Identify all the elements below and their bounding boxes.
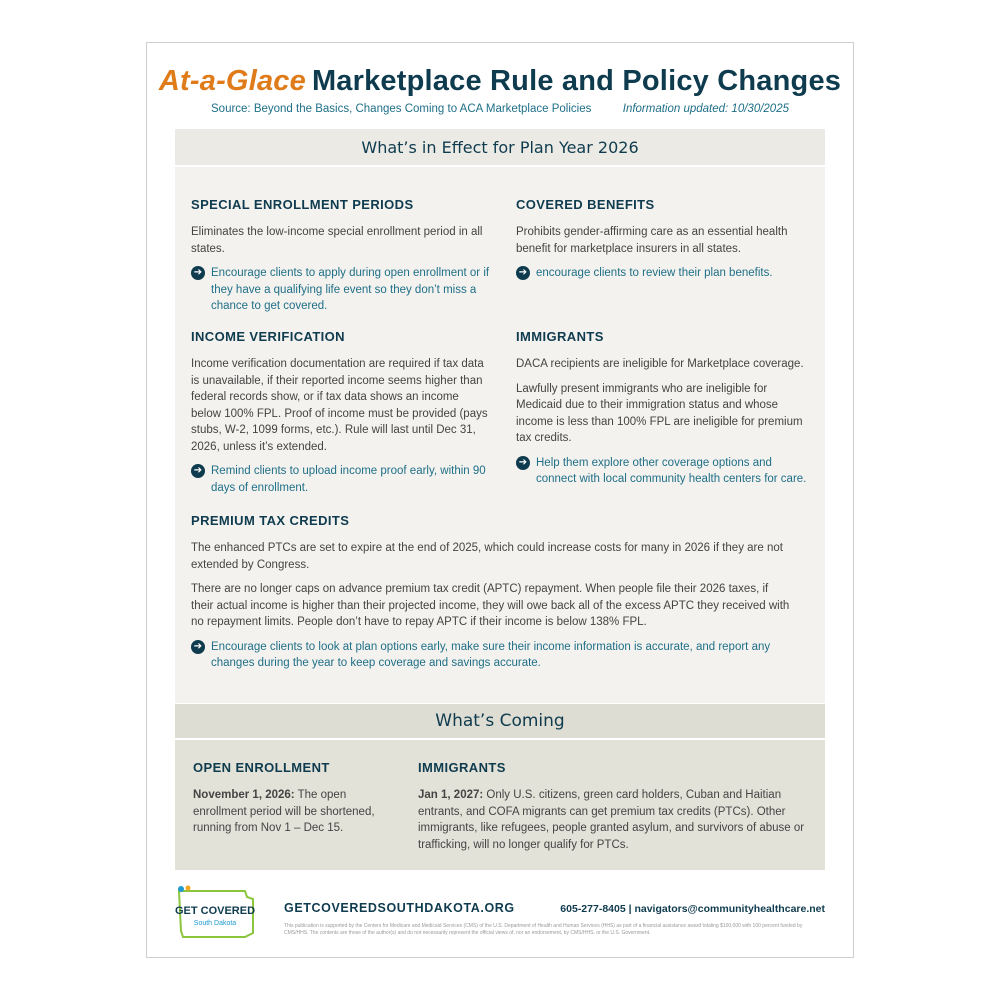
contact-info[interactable]: 605-277-8405 | navigators@communityhealthcare.net <box>560 903 825 915</box>
income-title: INCOME VERIFICATION <box>191 329 345 344</box>
immigrants-title: IMMIGRANTS <box>516 329 604 344</box>
income-body: Income verification documentation are required if tax data is unavailable, if their reported income seems higher than federal records show, or if tax data shows an income below 100% FPL. Proof of income must be provided (pays stubs, W-2, 1099 forms, etc.). Rule will last until Dec 31, 2026, unless it’s extended. <box>191 358 488 453</box>
effect-panel <box>175 167 825 703</box>
title-text: Marketplace Rule and Policy Changes <box>311 65 842 97</box>
page-title <box>147 65 853 98</box>
immigrants-body-1: DACA recipients are ineligible for Marketplace coverage. <box>516 358 804 370</box>
coming-immigrants-section <box>418 760 808 861</box>
logo-sub-text: South Dakota <box>193 920 237 927</box>
immigrants-body-2: Lawfully present immigrants who are ineligible for Medicaid due to their immigration status and whose income is less than 100% FPL are ineligible for premium tax credits. <box>516 382 803 444</box>
immigrants-tip-text: Help them explore other coverage options and connect with local community health centers for care. <box>536 456 807 485</box>
ptc-title: PREMIUM TAX CREDITS <box>191 513 350 528</box>
ptc-tip <box>191 639 791 672</box>
logo-top-text: GET COVERED <box>175 905 256 917</box>
covered-tip <box>516 265 808 282</box>
sep-body: Eliminates the low-income special enrollment period in all states. <box>191 226 483 255</box>
flyer-page <box>146 42 854 958</box>
income-section <box>191 329 491 496</box>
arrow-circle-icon: ➔ <box>191 640 205 654</box>
sep-tip <box>191 265 491 315</box>
coming-immigrants-title: IMMIGRANTS <box>418 760 506 775</box>
updated-text: Information updated: 10/30/2025 <box>622 103 789 115</box>
open-enrollment-date: November 1, 2026: <box>193 789 295 801</box>
source-line <box>211 103 789 115</box>
open-enrollment-text: The open enrollment period will be shortened, running from Nov 1 – Dec 15. <box>193 789 375 834</box>
disclaimer-text: This publication is supported by the Centers for Medicare and Medicaid Services (CMS) of the U.S. Department of Health and Human Services (HHS) as part of a financial assistance award totaling $100,000 with 100 percent funded by CMS/HHS. The contents are those of the author(s) and do not necessarily represent the official views of, nor an endorsement, by CMS/HHS, or the U.S. Government. <box>284 923 803 936</box>
immigrants-tip <box>516 455 808 488</box>
income-tip <box>191 463 491 496</box>
open-enrollment-body <box>193 787 393 837</box>
coming-heading: What’s Coming <box>175 704 825 738</box>
sep-tip-text: Encourage clients to apply during open enrollment or if they have a qualifying life event so they don’t miss a chance to get covered. <box>211 267 490 312</box>
ptc-tip-text: Encourage clients to look at plan options early, make sure their income information is accurate, and report any changes during the year to keep coverage and savings accurate. <box>211 640 771 669</box>
get-covered-logo <box>175 885 259 939</box>
immigrants-section <box>516 329 808 488</box>
sep-section <box>191 197 491 315</box>
effect-heading: What’s in Effect for Plan Year 2026 <box>175 129 825 167</box>
arrow-circle-icon: ➔ <box>191 266 205 280</box>
open-enrollment-section <box>193 760 393 845</box>
income-tip-text: Remind clients to upload income proof early, within 90 days of enrollment. <box>211 465 486 494</box>
coming-immigrants-date: Jan 1, 2027: <box>418 789 484 801</box>
covered-section <box>516 197 808 282</box>
covered-tip-text: encourage clients to review their plan benefits. <box>536 267 773 279</box>
coming-immigrants-text: Only U.S. citizens, green card holders, Cuban and Haitian entrants, and COFA migrants can get premium tax credits (PTCs). Other immigrants, like refugees, people granted asylum, and survivors of abuse or trafficking, will no longer qualify for PTCs. <box>418 789 805 851</box>
covered-body: Prohibits gender-affirming care as an essential health benefit for marketplace insurers in all states. <box>516 226 788 255</box>
open-enrollment-title: OPEN ENROLLMENT <box>193 760 330 775</box>
ptc-section <box>191 513 791 672</box>
coming-immigrants-body <box>418 787 808 853</box>
arrow-circle-icon: ➔ <box>191 464 205 478</box>
arrow-circle-icon: ➔ <box>516 456 530 470</box>
arrow-circle-icon: ➔ <box>516 266 530 280</box>
get-covered-logo-graphic <box>175 885 259 939</box>
website-link[interactable]: GETCOVEREDSOUTHDAKOTA.ORG <box>284 901 515 915</box>
sep-title: SPECIAL ENROLLMENT PERIODS <box>191 197 414 212</box>
ptc-body-2: There are no longer caps on advance premium tax credit (APTC) repayment. When people file their 2026 taxes, if their actual income is higher than their projected income, they will owe back all of the excess APTC they received with no repayment limits. People don’t have to repay APTC if their income is below 138% FPL. <box>191 583 790 628</box>
covered-title: COVERED BENEFITS <box>516 197 655 212</box>
ptc-body-1: The enhanced PTCs are set to expire at the end of 2025, which could increase costs for many in 2026 if they are not extended by Congress. <box>191 542 783 571</box>
source-text: Source: Beyond the Basics, Changes Coming to ACA Marketplace Policies <box>211 103 592 115</box>
title-accent: At-a-Glace <box>158 65 306 97</box>
coming-panel <box>175 740 825 870</box>
